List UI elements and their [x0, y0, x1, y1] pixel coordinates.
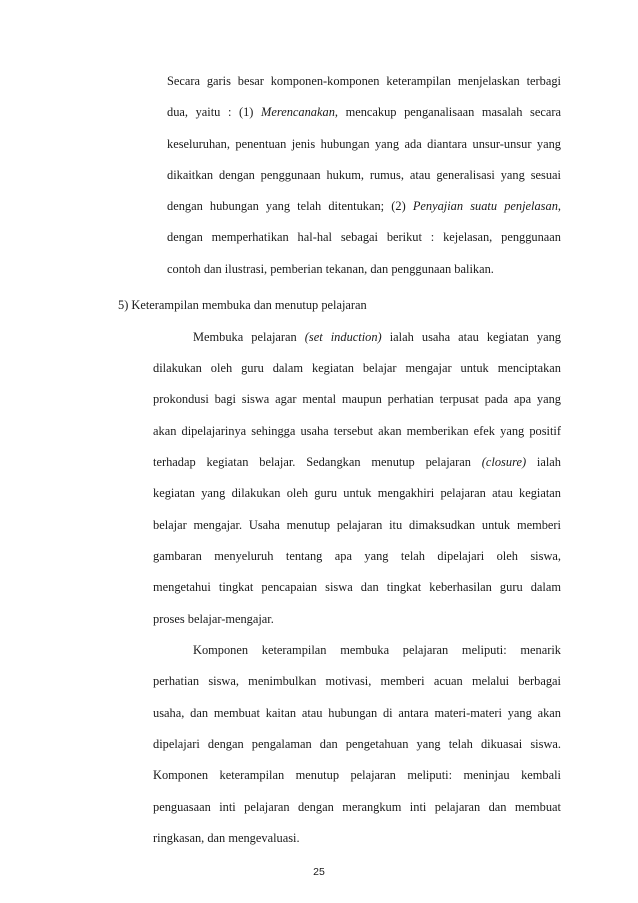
italic-term: (set induction): [304, 330, 382, 344]
italic-term: Penyajian suatu penjelasan: [412, 199, 558, 213]
para1-line-4: dikaitkan dengan penggunaan hukum, rumus, atau generalisasi yang sesuai: [167, 168, 561, 182]
text-run: , mencakup penganalisaan masalah secara: [334, 105, 561, 119]
para2-line-6: kegiatan yang dilakukan oleh guru untuk mengakhiri pelajaran atau kegiatan: [153, 486, 561, 500]
para1-line-1: Secara garis besar komponen-komponen keterampilan menjelaskan terbagi: [167, 74, 561, 88]
para1-line-6: dengan memperhatikan hal-hal sebagai berikut : kejelasan, penggunaan: [167, 230, 561, 244]
italic-term: Merencanakan: [261, 105, 335, 119]
para3-line-4: dipelajari dengan pengalaman dan pengetahuan yang telah dikuasai siswa.: [153, 737, 561, 751]
para2-line-7: belajar mengajar. Usaha menutup pelajaran itu dimaksudkan untuk memberi: [153, 518, 561, 532]
para2-line-8: gambaran menyeluruh tentang apa yang telah dipelajari oleh siswa,: [153, 549, 561, 563]
para2-line-10: proses belajar-mengajar.: [153, 612, 274, 626]
para1-line-3: keseluruhan, penentuan jenis hubungan yang ada diantara unsur-unsur yang: [167, 137, 561, 151]
page-number: 25: [313, 866, 325, 878]
para3-line-7: ringkasan, dan mengevaluasi.: [153, 831, 300, 845]
text-run: Membuka pelajaran: [193, 330, 305, 344]
para3-line-2: perhatian siswa, menimbulkan motivasi, memberi acuan melalui berbagai: [153, 674, 561, 688]
para3-line-5: Komponen keterampilan menutup pelajaran meliputi: meninjau kembali: [153, 768, 561, 782]
para3-line-1: Komponen keterampilan membuka pelajaran meliputi: menarik: [193, 643, 561, 657]
para2-line-9: mengetahui tingkat pencapaian siswa dan tingkat keberhasilan guru dalam: [153, 580, 561, 594]
para1-line-2: [167, 104, 561, 120]
para2-line-5: [153, 454, 561, 470]
italic-term: (closure): [481, 455, 527, 469]
text-run: dengan hubungan yang telah ditentukan; (2): [167, 199, 413, 213]
para1-line-7: contoh dan ilustrasi, pemberian tekanan, dan penggunaan balikan.: [167, 262, 494, 276]
para3-line-3: usaha, dan membuat kaitan atau hubungan di antara materi-materi yang akan: [153, 706, 561, 720]
para2-line-4: akan dipelajarinya sehingga usaha tersebut akan memberikan efek yang positif: [153, 424, 561, 438]
text-run: terhadap kegiatan belajar. Sedangkan menutup pelajaran: [153, 455, 482, 469]
para2-line-2: dilakukan oleh guru dalam kegiatan belajar mengajar untuk menciptakan: [153, 361, 561, 375]
para1-line-5: [167, 198, 561, 214]
para3-line-6: penguasaan inti pelajaran dengan merangkum inti pelajaran dan membuat: [153, 800, 561, 814]
text-run: ,: [557, 199, 561, 213]
text-run: ialah: [526, 455, 561, 469]
text-run: dua, yaitu : (1): [167, 105, 262, 119]
text-run: ialah usaha atau kegiatan yang: [381, 330, 561, 344]
section-heading: 5) Keterampilan membuka dan menutup pelajaran: [118, 298, 367, 312]
para2-line-3: prokondusi bagi siswa agar mental maupun perhatian terpusat pada apa yang: [153, 392, 561, 406]
para2-line-1: [193, 329, 561, 345]
